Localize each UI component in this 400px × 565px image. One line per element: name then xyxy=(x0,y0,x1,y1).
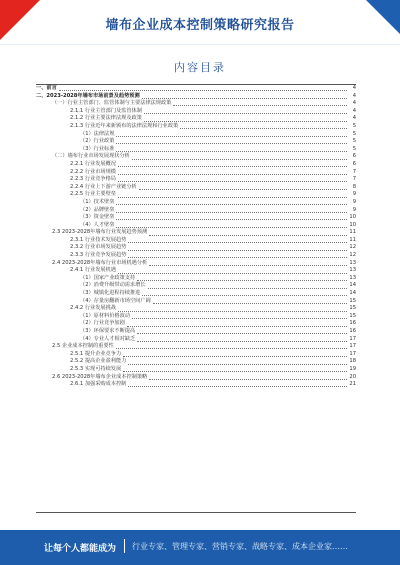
toc-entry-page: 5 xyxy=(352,130,356,137)
toc-entry[interactable] xyxy=(36,199,356,207)
toc-entry-title: 2.3 2023-2028年墙布行业发展趋势预测 xyxy=(52,229,148,236)
toc-entry-page: 15 xyxy=(349,312,356,319)
toc-entry-page: 17 xyxy=(349,343,356,350)
toc-dot-leader xyxy=(173,101,347,106)
toc-dot-leader xyxy=(118,170,347,175)
toc-dot-leader xyxy=(128,382,347,387)
toc-entry-title: 2.4.1 行业发展机遇 xyxy=(70,267,116,274)
toc-entry-page: 15 xyxy=(349,297,356,304)
toc-entry[interactable] xyxy=(36,214,356,222)
toc-entry-page: 4 xyxy=(352,85,356,91)
toc-dot-leader xyxy=(128,360,347,365)
toc-entry-title: 一、前言 xyxy=(36,85,57,91)
toc-dot-leader xyxy=(116,147,347,152)
toc-entry-title: 2.3.1 行业技术发展趋势 xyxy=(70,236,127,243)
toc-dot-leader xyxy=(142,94,347,99)
toc-entry-page: 4 xyxy=(352,107,356,114)
toc-entry-title: 2.6 2023-2028年墙布企业成本控制策略 xyxy=(52,373,148,380)
toc-entry-page: 16 xyxy=(349,328,356,334)
toc-entry-page: 5 xyxy=(352,145,356,152)
toc-entry-title: 2.2.3 行业竞争格局 xyxy=(70,176,116,183)
toc-entry[interactable] xyxy=(36,229,356,237)
toc-entry-page: 11 xyxy=(349,236,356,243)
toc-entry-page: 10 xyxy=(349,214,356,221)
toc-entry-page: 6 xyxy=(352,153,356,160)
toc-entry-title: （3）城镇化进程持续推进 xyxy=(80,290,141,297)
toc-entry-page: 9 xyxy=(352,206,356,213)
toc-dot-leader xyxy=(148,284,347,289)
toc-entry[interactable] xyxy=(36,267,356,275)
toc-dot-leader xyxy=(116,208,347,213)
toc-entry-page: 4 xyxy=(352,92,356,99)
toc-dot-leader xyxy=(132,314,347,319)
toc-entry-page: 14 xyxy=(349,282,356,289)
toc-dot-leader xyxy=(132,155,347,160)
toc-dot-leader xyxy=(116,139,347,144)
toc-dot-leader xyxy=(59,86,347,91)
toc-entry-page: 13 xyxy=(349,274,356,281)
report-title: 墙布企业成本控制策略研究报告 xyxy=(105,18,295,33)
toc-dot-leader xyxy=(123,352,347,357)
toc-entry-page: 5 xyxy=(352,122,356,129)
toc-entry-title: 2.5.1 提升企业竞争力 xyxy=(70,350,122,357)
toc-entry[interactable] xyxy=(36,100,356,108)
toc-entry[interactable] xyxy=(36,381,356,389)
toc-dot-leader xyxy=(149,261,347,266)
toc-dot-leader xyxy=(137,276,347,281)
toc-entry[interactable] xyxy=(36,328,356,336)
page-footer xyxy=(0,530,400,565)
toc-entry-title: 2.6.1 加强采购成本控制 xyxy=(70,381,127,388)
toc-dot-leader xyxy=(118,162,347,167)
toc-entry-page: 11 xyxy=(349,229,356,236)
toc-dot-leader xyxy=(149,375,347,380)
toc-entry-page: 12 xyxy=(349,252,356,259)
toc-entry[interactable] xyxy=(36,153,356,161)
toc-entry-title: （3）环保要求不断提高 xyxy=(80,328,136,334)
toc-dot-leader xyxy=(118,307,347,312)
toc-entry-title: 2.5.2 提高企业盈利能力 xyxy=(70,358,127,365)
toc-dot-leader xyxy=(116,215,347,220)
toc-entry[interactable] xyxy=(36,176,356,184)
toc-dot-leader xyxy=(153,299,347,304)
toc-dot-leader xyxy=(128,238,347,243)
toc-entry-title: 2.5.3 实现可持续发展 xyxy=(70,365,122,372)
toc-entry-page: 13 xyxy=(349,259,356,266)
toc-entry-title: （1）技术壁垒 xyxy=(80,198,115,205)
toc-entry-title: （一）行业主管部门、监管体制与主要法律法规政策 xyxy=(52,100,172,107)
toc-entry-title: 2.3.2 行业市场发展趋势 xyxy=(70,244,127,251)
toc-entry-title: 2.1.3 行业近年来新颁布的法律法规和行业政策 xyxy=(70,122,179,129)
toc-dot-leader xyxy=(128,253,347,258)
toc-entry-title: （2）行业竞争加剧 xyxy=(80,320,125,327)
toc-entry[interactable] xyxy=(36,138,356,146)
toc-entry-title: 2.2.4 行业上下游产业链分析 xyxy=(70,183,137,190)
toc-entry-title: 2.2.1 行业发展概况 xyxy=(70,160,116,167)
footer-tags: 行业专家、管理专家、营销专家、战略专家、成本企业家…… xyxy=(132,542,348,551)
toc-entry-page: 20 xyxy=(349,373,356,380)
toc-entry[interactable] xyxy=(36,207,356,215)
toc-dot-leader xyxy=(128,246,347,251)
toc-dot-leader xyxy=(118,193,347,198)
toc-dot-leader xyxy=(180,124,347,129)
toc-entry-title: （2）消费升级带动需求增长 xyxy=(80,282,146,289)
toc-entry-title: 2.3.3 行业竞争发展趋势 xyxy=(70,252,127,259)
toc-bottom-rule xyxy=(36,512,356,513)
toc-entry[interactable] xyxy=(36,123,356,131)
toc-entry-title: 2.4.2 行业发展挑战 xyxy=(70,305,116,312)
toc-entry-page: 7 xyxy=(352,168,356,175)
toc-dot-leader xyxy=(123,367,347,372)
toc-entry-page: 15 xyxy=(349,305,356,312)
toc-entry[interactable] xyxy=(36,244,356,252)
toc-entry[interactable] xyxy=(36,169,356,177)
toc-entry-page: 18 xyxy=(349,358,356,365)
table-of-contents xyxy=(36,84,356,389)
toc-entry-page: 9 xyxy=(352,198,356,205)
toc-dot-leader xyxy=(116,200,347,205)
toc-entry-title: （1）原材料价格波动 xyxy=(80,312,130,319)
toc-entry-page: 14 xyxy=(349,290,356,297)
toc-dot-leader xyxy=(118,177,347,182)
toc-dot-leader xyxy=(139,185,347,190)
toc-dot-leader xyxy=(118,269,347,274)
toc-entry-title: （二）墙布行业市场发展现状分析 xyxy=(52,153,130,160)
toc-entry-title: （3）行业标准 xyxy=(80,145,115,152)
toc-dot-leader xyxy=(116,132,347,137)
toc-dot-leader xyxy=(116,223,347,228)
toc-entry[interactable] xyxy=(36,290,356,298)
toc-entry[interactable] xyxy=(36,191,356,199)
toc-entry-title: （4）人才壁垒 xyxy=(80,221,115,228)
toc-entry-title: 2.4 2023-2028年墙布行业市场机遇分析 xyxy=(52,259,148,266)
toc-entry-page: 4 xyxy=(352,115,356,122)
toc-dot-leader xyxy=(142,291,347,296)
toc-entry-title: 二、2023-2028年墙布市场前景及趋势预测 xyxy=(36,92,140,99)
toc-entry-page: 19 xyxy=(349,365,356,372)
toc-dot-leader xyxy=(116,344,347,349)
toc-entry-page: 17 xyxy=(349,350,356,357)
toc-entry-page: 10 xyxy=(349,221,356,228)
toc-entry[interactable] xyxy=(36,343,356,351)
toc-entry-title: 2.1.2 行业主要法律法规及政策 xyxy=(70,115,142,122)
toc-entry-title: （2）品牌壁垒 xyxy=(80,206,115,213)
toc-entry-page: 9 xyxy=(352,191,356,198)
toc-entry-page: 6 xyxy=(352,160,356,167)
toc-dot-leader xyxy=(127,322,347,327)
toc-entry-title: （1）国家产业政策支持 xyxy=(80,274,136,281)
footer-divider xyxy=(124,539,125,553)
toc-entry-title: 2.5 企业成本控制的重要性 xyxy=(52,343,114,350)
toc-entry-title: （1）法律法规 xyxy=(80,130,115,137)
toc-entry-page: 8 xyxy=(352,183,356,190)
toc-entry-title: 2.1.1 行业主管部门及监管体制 xyxy=(70,107,142,114)
toc-dot-leader xyxy=(144,117,347,122)
toc-entry-title: 2.2.5 行业主要壁垒 xyxy=(70,191,116,198)
toc-entry-page: 13 xyxy=(349,267,356,274)
toc-entry[interactable] xyxy=(36,282,356,290)
toc-dot-leader xyxy=(144,109,347,114)
toc-entry[interactable] xyxy=(36,358,356,366)
toc-entry-page: 21 xyxy=(349,381,356,388)
toc-entry-page: 4 xyxy=(352,100,356,107)
toc-entry-title: 2.2.2 行业市场规模 xyxy=(70,168,116,175)
toc-entry-page: 12 xyxy=(349,244,356,251)
toc-entry[interactable] xyxy=(36,115,356,123)
toc-entry-title: （2）行业政策 xyxy=(80,138,115,145)
toc-entry-page: 7 xyxy=(352,176,356,183)
footer-slogan: 让每个人都能成为 xyxy=(44,544,117,554)
toc-entry[interactable] xyxy=(36,161,356,169)
toc-heading: 内容目录 xyxy=(174,61,226,74)
toc-entry[interactable] xyxy=(36,252,356,260)
toc-entry-title: （3）资金壁垒 xyxy=(80,214,115,221)
toc-entry-page: 17 xyxy=(349,335,356,342)
toc-entry-title: （4）专业人才相对缺乏 xyxy=(80,335,136,342)
toc-dot-leader xyxy=(137,329,347,334)
toc-entry-page: 16 xyxy=(349,320,356,327)
toc-dot-leader xyxy=(137,337,347,342)
toc-entry-title: （4）存量房翻新市场空间广阔 xyxy=(80,297,151,304)
toc-entry[interactable] xyxy=(36,305,356,313)
toc-entry[interactable] xyxy=(36,85,356,93)
toc-entry[interactable] xyxy=(36,320,356,328)
toc-entry[interactable] xyxy=(36,366,356,374)
report-header xyxy=(0,0,400,45)
toc-entry-page: 5 xyxy=(352,138,356,145)
toc-dot-leader xyxy=(149,231,347,236)
